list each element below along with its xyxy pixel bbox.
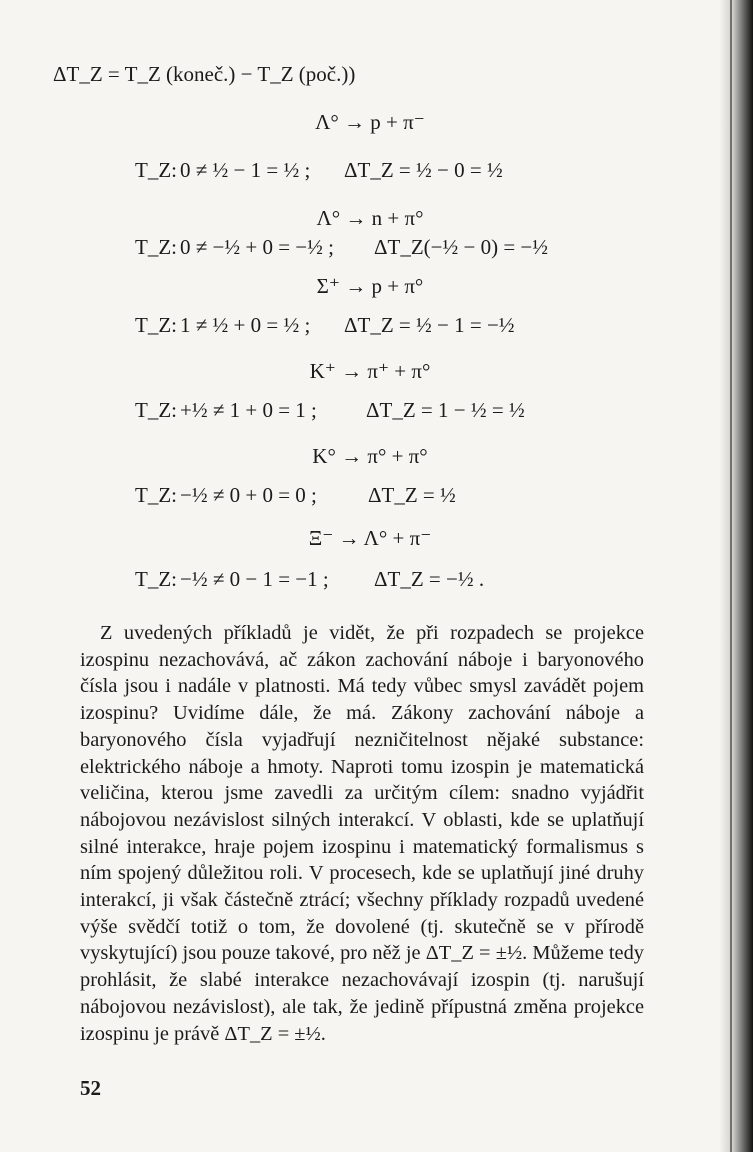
- page-number: 52: [80, 1076, 101, 1100]
- tz-sum: 0 ≠ −½ + 0 = −½ ;: [180, 235, 334, 259]
- tz-label: T_Z:: [135, 313, 177, 337]
- tz-label: T_Z:: [135, 398, 177, 422]
- decay-reaction: K° → π° + π°: [312, 444, 428, 468]
- top-equation: [0, 58, 700, 90]
- decay-reaction: Λ° → n + π°: [316, 206, 424, 230]
- tz-equation-line: [0, 479, 700, 511]
- decay-reaction: Ξ⁻ → Λ° + π⁻: [308, 526, 432, 550]
- top-equation-text: ΔT_Z = T_Z (koneč.) − T_Z (poč.)): [53, 62, 356, 86]
- book-binding-shadow: [719, 0, 753, 1152]
- decay-reaction: Λ° → p + π⁻: [315, 110, 425, 134]
- body-paragraph: [80, 620, 644, 1047]
- tz-equation-line: [0, 563, 700, 595]
- tz-sum: +½ ≠ 1 + 0 = 1 ;: [180, 398, 317, 422]
- tz-equation-line: [0, 309, 700, 341]
- tz-equation-line: [0, 394, 700, 426]
- tz-label: T_Z:: [135, 483, 177, 507]
- tz-label: T_Z:: [135, 567, 177, 591]
- decay-reaction: Σ⁺ → p + π°: [316, 274, 424, 298]
- binding-edge-line: [730, 0, 732, 1152]
- delta-tz: ΔT_Z = −½ .: [374, 567, 485, 591]
- delta-tz: ΔT_Z = ½ − 0 = ½: [344, 158, 503, 182]
- tz-equation-line: [0, 154, 700, 186]
- tz-sum: 0 ≠ ½ − 1 = ½ ;: [180, 158, 311, 182]
- tz-label: T_Z:: [135, 235, 177, 259]
- tz-sum: −½ ≠ 0 + 0 = 0 ;: [180, 483, 317, 507]
- delta-tz: ΔT_Z = 1 − ½ = ½: [366, 398, 525, 422]
- delta-tz: ΔT_Z(−½ − 0) = −½: [374, 235, 549, 259]
- tz-sum: −½ ≠ 0 − 1 = −1 ;: [180, 567, 329, 591]
- delta-tz: ΔT_Z = ½: [368, 483, 456, 507]
- tz-equation-line: [0, 231, 700, 263]
- tz-sum: 1 ≠ ½ + 0 = ½ ;: [180, 313, 311, 337]
- decay-reaction: K⁺ → π⁺ + π°: [309, 359, 431, 383]
- delta-tz: ΔT_Z = ½ − 1 = −½: [344, 313, 515, 337]
- tz-label: T_Z:: [135, 158, 177, 182]
- paragraph-text: Z uvedených příkladů je vidět, že při rozpadech se projekce izospinu nezachovává, ač zákon zachování náboje i baryonového čísla jsou i nadále v platnosti. Má tedy vůbec smysl zavádět pojem izospinu? Uvidíme dále, že má. Zákony zachování náboje a baryonového čísla vyjadřují nezničitelnost nějaké substance: elektrického náboje a hmoty. Naproti tomu izospin je matematická veličina, kterou jsme zavedli za určitým cílem: snadno vyjádřit nábojovou nezávislost silných interakcí. V oblasti, kde se uplatňují silné interakce, hraje pojem izospinu i matematický formalismus s ním spojený důležitou roli. V procesech, kde se uplatňují jiné druhy interakcí, ji však částečně ztrácí; všechny příklady rozpadů uvedené výše svědčí totiž o tom, že dovolené (tj. skutečně se v přírodě vyskytující) jsou pouze takové, pro něž je ΔT_Z = ±½. Můžeme tedy prohlásit, že slabé interakce nezachovávají izospin (tj. narušují nábojovou nezávislost), ale tak, že jedině přípustná změna projekce izospinu je právě ΔT_Z = ±½.: [80, 622, 644, 1045]
